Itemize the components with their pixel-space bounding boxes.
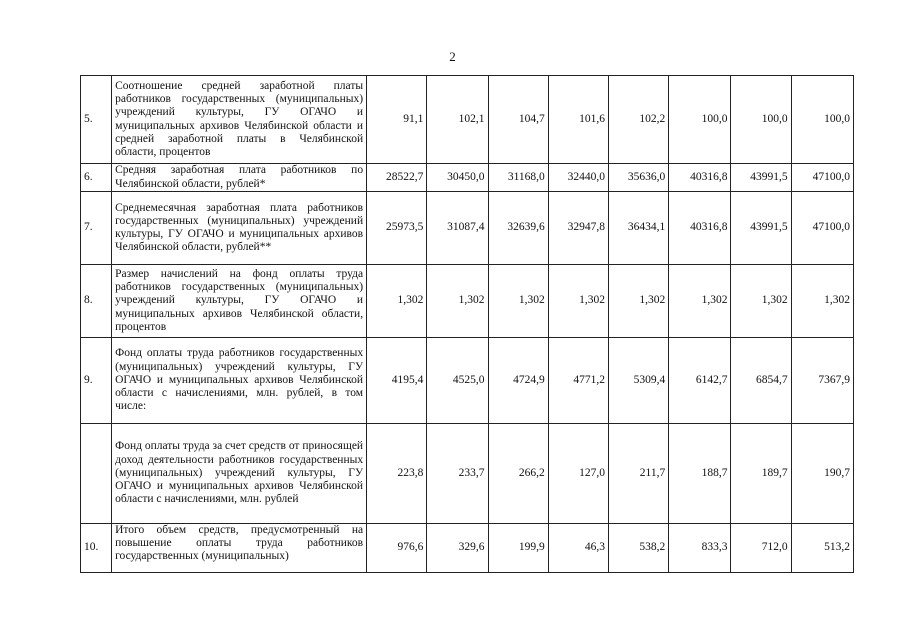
- value-cell: 329,6: [427, 524, 488, 573]
- value-cell: 1,302: [548, 265, 608, 338]
- value-cell: 40316,8: [669, 192, 731, 265]
- table-row: [81, 192, 854, 265]
- value-cell: 25973,5: [367, 192, 427, 265]
- value-cell: 188,7: [669, 424, 731, 524]
- value-cell: 127,0: [548, 424, 608, 524]
- value-cell: 190,7: [791, 424, 853, 524]
- row-number: 5.: [81, 76, 112, 164]
- table-row: [81, 76, 854, 164]
- value-cell: 36434,1: [608, 192, 668, 265]
- value-cell: 4195,4: [367, 338, 427, 424]
- value-cell: 102,2: [608, 76, 668, 164]
- value-cell: 712,0: [731, 524, 791, 573]
- value-cell: 223,8: [367, 424, 427, 524]
- value-cell: 4525,0: [427, 338, 488, 424]
- page-number: 2: [449, 49, 456, 64]
- value-cell: 46,3: [548, 524, 608, 573]
- row-description: Фонд оплаты труда работников государственных (муниципальных) учреждений культуры, ГУ ОГАЧО и муниципальных архивов Челябинской области с начислениями, млн. рублей, в том числе:: [112, 338, 367, 424]
- value-cell: 7367,9: [791, 338, 853, 424]
- value-cell: 102,1: [427, 76, 488, 164]
- row-number: 9.: [81, 338, 112, 424]
- value-cell: 100,0: [731, 76, 791, 164]
- value-cell: 1,302: [669, 265, 731, 338]
- value-cell: 513,2: [791, 524, 853, 573]
- value-cell: 32947,8: [548, 192, 608, 265]
- value-cell: 40316,8: [669, 164, 731, 192]
- table-row: [81, 265, 854, 338]
- value-cell: 35636,0: [608, 164, 668, 192]
- row-description: Средняя заработная плата работников по Челябинской области, рублей*: [112, 164, 367, 192]
- value-cell: 976,6: [367, 524, 427, 573]
- row-number: 10.: [81, 524, 112, 573]
- value-cell: 199,9: [488, 524, 548, 573]
- value-cell: 5309,4: [608, 338, 668, 424]
- value-cell: 31168,0: [488, 164, 548, 192]
- value-cell: 100,0: [669, 76, 731, 164]
- value-cell: 1,302: [608, 265, 668, 338]
- row-number: 8.: [81, 265, 112, 338]
- table-row: [81, 164, 854, 192]
- value-cell: 189,7: [731, 424, 791, 524]
- value-cell: 32639,6: [488, 192, 548, 265]
- table-row: [81, 338, 854, 424]
- value-cell: 30450,0: [427, 164, 488, 192]
- row-number: [81, 424, 112, 524]
- row-description: Размер начислений на фонд оплаты труда работников государственных (муниципальных) учреждений культуры, ГУ ОГАЧО и муниципальных архивов Челябинской области, процентов: [112, 265, 367, 338]
- value-cell: 1,302: [427, 265, 488, 338]
- row-description: [112, 524, 367, 573]
- value-cell: 1,302: [791, 265, 853, 338]
- value-cell: 43991,5: [731, 164, 791, 192]
- row-description: Фонд оплаты труда за счет средств от приносящей доход деятельности работников государственных (муниципальных) учреждений культуры, ГУ ОГАЧО и муниципальных архивов Челябинской области с начислениями, млн. рублей: [112, 424, 367, 524]
- value-cell: 47100,0: [791, 192, 853, 265]
- value-cell: 100,0: [791, 76, 853, 164]
- value-cell: 1,302: [367, 265, 427, 338]
- row-number: 7.: [81, 192, 112, 265]
- value-cell: 6142,7: [669, 338, 731, 424]
- row-description: Среднемесячная заработная плата работников государственных (муниципальных) учреждений культуры, ГУ ОГАЧО и муниципальных архивов Челябинской области, рублей**: [112, 192, 367, 265]
- value-cell: 266,2: [488, 424, 548, 524]
- table-row: [81, 424, 854, 524]
- value-cell: 1,302: [731, 265, 791, 338]
- value-cell: 6854,7: [731, 338, 791, 424]
- value-cell: 4771,2: [548, 338, 608, 424]
- value-cell: 91,1: [367, 76, 427, 164]
- value-cell: 833,3: [669, 524, 731, 573]
- row-description-text: Итого объем средств, предусмотренный на повышение оплаты труда работников государственных (муниципальных): [115, 524, 364, 563]
- value-cell: 4724,9: [488, 338, 548, 424]
- value-cell: 101,6: [548, 76, 608, 164]
- value-cell: 43991,5: [731, 192, 791, 265]
- value-cell: 538,2: [608, 524, 668, 573]
- value-cell: 1,302: [488, 265, 548, 338]
- value-cell: 47100,0: [791, 164, 853, 192]
- value-cell: 28522,7: [367, 164, 427, 192]
- table-row: [81, 524, 854, 573]
- value-cell: 104,7: [488, 76, 548, 164]
- value-cell: 211,7: [608, 424, 668, 524]
- indicators-table: [80, 75, 854, 573]
- row-description: Соотношение средней заработной платы работников государственных (муниципальных) учреждений культуры, ГУ ОГАЧО и муниципальных архивов Челябинской области и средней заработной платы в Челябинской области, процентов: [112, 76, 367, 164]
- value-cell: 233,7: [427, 424, 488, 524]
- row-number: 6.: [81, 164, 112, 192]
- value-cell: 31087,4: [427, 192, 488, 265]
- value-cell: 32440,0: [548, 164, 608, 192]
